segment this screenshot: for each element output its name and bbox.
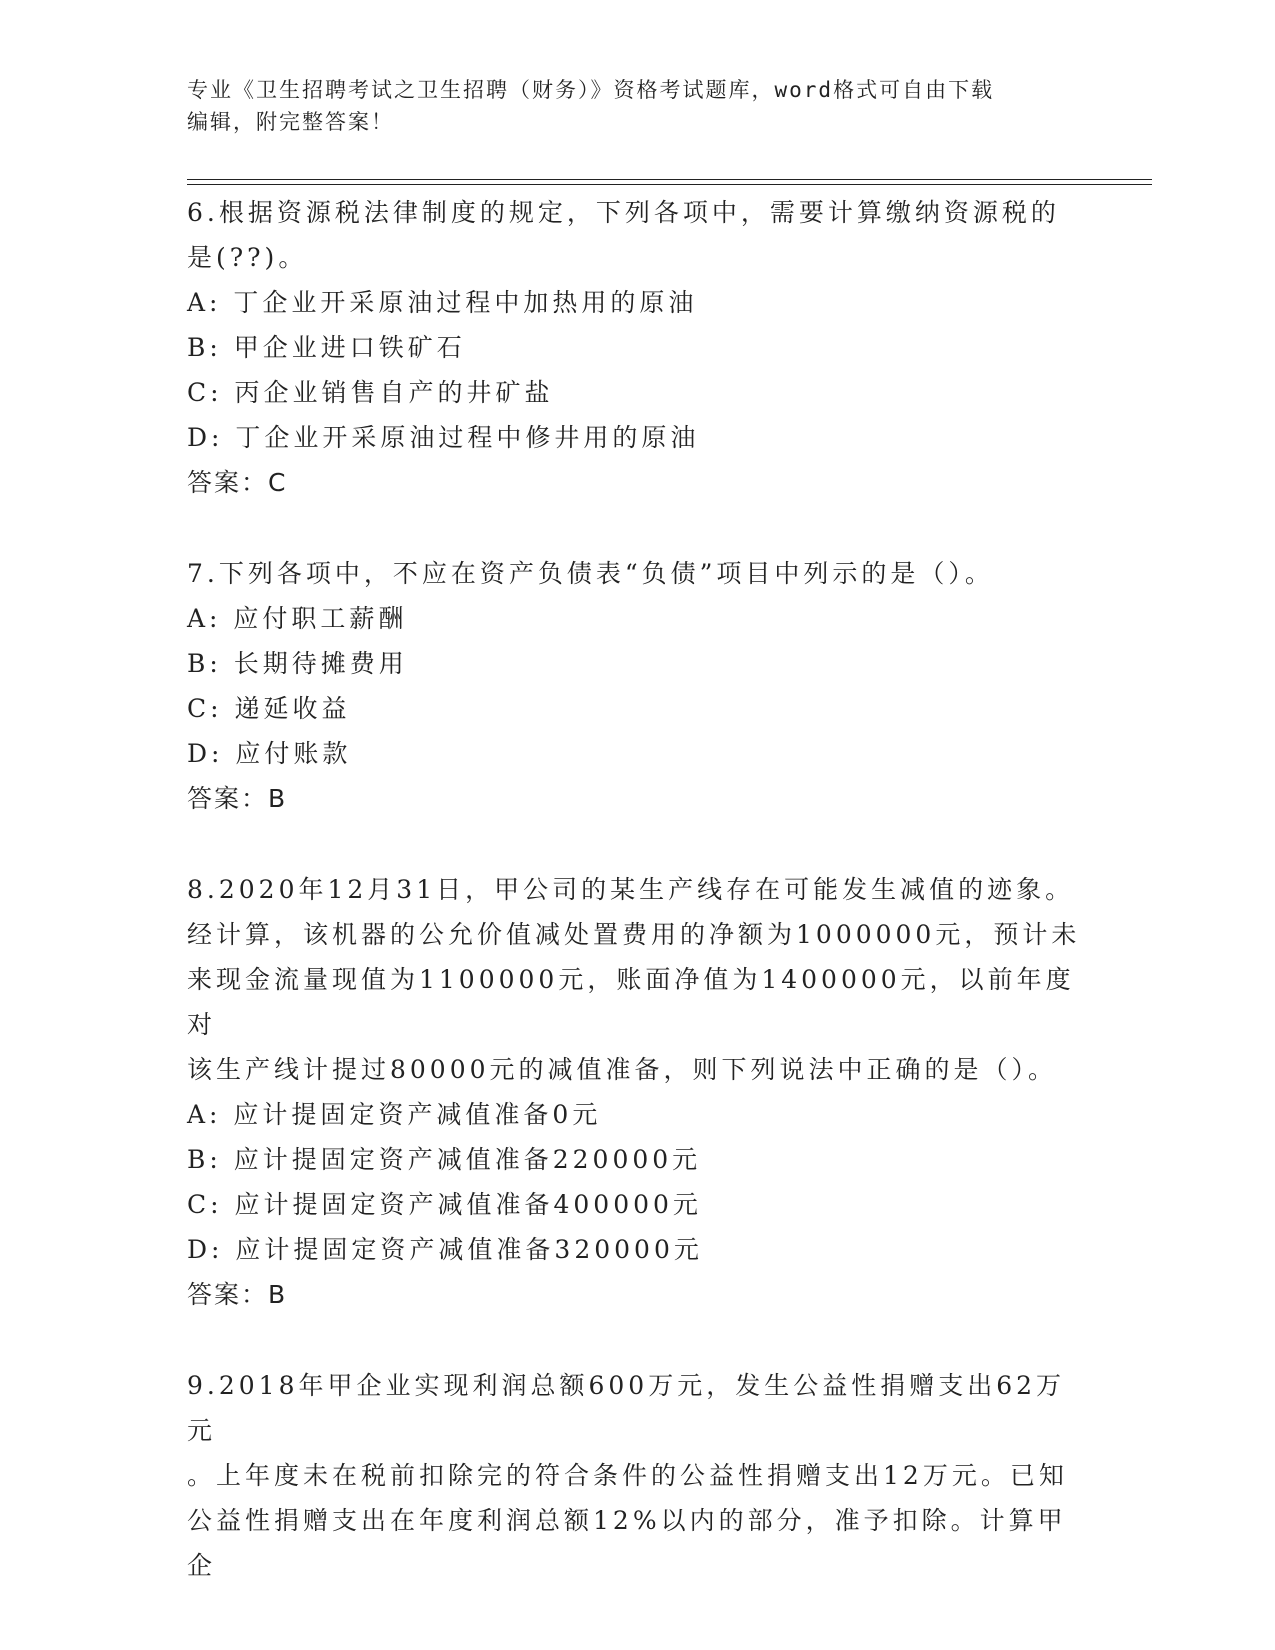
question-9-stem-line-1: 9.2018年甲企业实现利润总额600万元，发生公益性捐赠支出62万元 — [187, 1371, 1066, 1445]
question-9-stem-line-3: 公益性捐赠支出在年度利润总额12%以内的部分，准予扣除。计算甲企 — [187, 1506, 1067, 1580]
question-7-option-c: C: 递延收益 — [187, 694, 351, 723]
question-6-option-a: A: 丁企业开采原油过程中加热用的原油 — [187, 288, 698, 317]
question-8-option-b: B: 应计提固定资产减值准备220000元 — [187, 1145, 702, 1174]
question-6-answer: 答案：C — [187, 468, 288, 497]
question-6-option-b: B: 甲企业进口铁矿石 — [187, 333, 466, 362]
question-8-answer: 答案：B — [187, 1280, 288, 1309]
header-divider-bottom — [187, 184, 1152, 185]
question-8-option-d: D: 应计提固定资产减值准备320000元 — [187, 1235, 703, 1264]
question-spacer — [187, 1317, 1087, 1363]
question-7-option-a: A: 应付职工薪酬 — [187, 604, 408, 633]
question-9 — [187, 1363, 1087, 1588]
header-divider-top — [187, 179, 1152, 180]
question-8-stem-line-4: 该生产线计提过80000元的减值准备，则下列说法中正确的是（）。 — [187, 1055, 1058, 1084]
question-list — [187, 190, 1087, 1588]
question-6-stem-line-1: 6.根据资源税法律制度的规定，下列各项中，需要计算缴纳资源税的 — [187, 198, 1060, 227]
header-line-1: 专业《卫生招聘考试之卫生招聘（财务）》资格考试题库，word格式可自由下载 — [187, 78, 995, 102]
question-7-stem-line-1: 7.下列各项中，不应在资产负债表“负债”项目中列示的是（）。 — [187, 559, 994, 588]
question-6-stem-line-2: 是(??)。 — [187, 243, 308, 272]
question-spacer — [187, 505, 1087, 551]
question-spacer — [187, 821, 1087, 867]
question-7 — [187, 551, 1087, 821]
question-9-stem-line-2: 。上年度未在税前扣除完的符合条件的公益性捐赠支出12万元。已知 — [187, 1461, 1068, 1490]
question-8 — [187, 867, 1087, 1317]
question-7-option-d: D: 应付账款 — [187, 739, 352, 768]
question-6 — [187, 190, 1087, 505]
question-6-option-d: D: 丁企业开采原油过程中修井用的原油 — [187, 423, 700, 452]
question-8-stem-line-1: 8.2020年12月31日，甲公司的某生产线存在可能发生减值的迹象。 — [187, 875, 1075, 904]
question-6-option-c: C: 丙企业销售自产的井矿盐 — [187, 378, 554, 407]
question-7-option-b: B: 长期待摊费用 — [187, 649, 408, 678]
question-8-option-a: A: 应计提固定资产减值准备0元 — [187, 1100, 602, 1129]
question-7-answer: 答案：B — [187, 784, 288, 813]
header-line-2: 编辑，附完整答案！ — [187, 110, 394, 134]
question-8-stem-line-3: 来现金流量现值为1100000元，账面净值为1400000元，以前年度对 — [187, 965, 1075, 1039]
document-header — [187, 74, 1087, 138]
question-8-option-c: C: 应计提固定资产减值准备400000元 — [187, 1190, 702, 1219]
question-8-stem-line-2: 经计算，该机器的公允价值减处置费用的净额为1000000元，预计未 — [187, 920, 1081, 949]
